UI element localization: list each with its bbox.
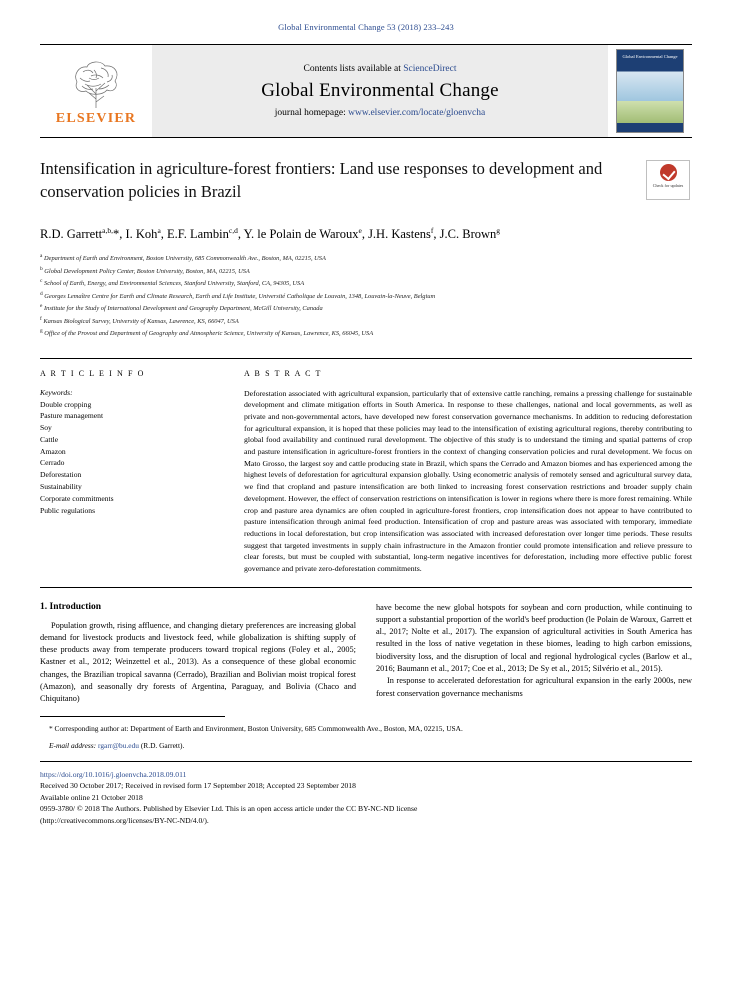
affiliation-item: $^a$ Department of Earth and Environment, Boston University, 685 Commonwealth Ave., Boston, MA, 02215, USA [40, 253, 326, 263]
section-heading-introduction: 1. Introduction [40, 601, 102, 612]
info-abstract-section [40, 359, 692, 587]
masthead-right [608, 45, 692, 137]
email-suffix: (R.D. Garrett). [140, 740, 185, 750]
license-url: (http://creativecommons.org/licenses/BY-NC-ND/4.0/). [40, 815, 209, 825]
title-block [40, 158, 692, 212]
crossmark-label: Check for updates [652, 183, 684, 188]
contents-line [303, 64, 456, 74]
paragraph: In response to accelerated deforestation for agricultural expansion in the early 2000s, new forest conservation governance mechanisms [376, 676, 692, 698]
affiliation-item: $^d$ Georges Lemaître Centre for Earth and Climate Research, Earth and Life Institute, Université Catholique de Louvain, 1348, Louvain-la-Neuve, Belgium [40, 290, 436, 300]
publication-info [40, 761, 692, 827]
article-info-column [40, 369, 222, 575]
keyword-item: Corporate commitments [40, 493, 114, 503]
contents-prefix: Contents lists available at [303, 64, 401, 74]
keyword-item: Deforestation [40, 470, 82, 480]
journal-cover-image [616, 49, 684, 133]
sciencedirect-link[interactable]: ScienceDirect [403, 64, 457, 74]
publisher-logo [40, 45, 152, 137]
keyword-item: Sustainability [40, 482, 82, 492]
journal-homepage-link[interactable]: www.elsevier.com/locate/gloenvcha [348, 108, 486, 118]
received-dates: Received 30 October 2017; Received in revised form 17 September 2018; Accepted 23 September 2018 [40, 781, 356, 791]
abstract-heading: A B S T R A C T [244, 368, 323, 378]
elsevier-tree-icon [63, 58, 129, 110]
affiliation-item: $^b$ Global Development Policy Center, Boston University, Boston, MA, 02215, USA [40, 265, 250, 275]
available-online: Available online 21 October 2018 [40, 792, 143, 802]
doi-link[interactable]: https://doi.org/10.1016/j.gloenvcha.2018.09.011 [40, 769, 187, 779]
corresponding-author-note: * Corresponding author at: Department of Earth and Environment, Boston University, 685 Commonwealth Ave., Boston, MA, 02215, USA. [49, 723, 463, 733]
paragraph: have become the new global hotspots for soybean and corn production, while continuing to support a substantial proportion of the world's beef production (le Polain de Waroux, Garrett et al., 2017; Nolte et al., 2017). The expansion of agricultural activities in South America has resulted in the loss of native vegetation in these biomes, leading to high carbon emissions, biodiversity loss, and the disruption of local and regional hydrological cycles (Barlow et al., 2016; Baumann et al., 2017; Coe et al., 2013; De Sy et al., 2015; Silvério et al., 2015). [376, 602, 692, 673]
cover-band [617, 123, 683, 132]
keywords-list [40, 399, 222, 517]
page-title: Intensification in agriculture-forest frontiers: Land use responses to development and conservation policies in Brazil [40, 159, 603, 201]
keyword-item: Cerrado [40, 458, 65, 468]
email-label: E-mail address: [49, 740, 97, 750]
keyword-item: Double cropping [40, 399, 92, 409]
journal-title: Global Environmental Change [261, 80, 499, 101]
email-link[interactable]: rgarr@bu.edu [98, 740, 139, 750]
crossmark-badge[interactable] [646, 160, 690, 200]
homepage-prefix: journal homepage: [274, 108, 346, 118]
affiliation-list [40, 252, 692, 340]
homepage-line [275, 108, 485, 118]
abstract-column [244, 369, 692, 575]
body-column-right [376, 602, 692, 706]
author-list: R.D. Garrett$^{a,b,}$*, I. Koh$^a$, E.F. Lambin$^{c,d}$, Y. le Polain de Waroux$^e$, J.H. Kastens$^f$, J.C. Brown$^g$ [40, 226, 501, 242]
keyword-item: Cattle [40, 434, 59, 444]
affiliation-item: $^g$ Office of the Provost and Department of Geography and Atmospheric Science, University of Kansas, Lawrence, KS, 66045, USA [40, 328, 374, 338]
keyword-item: Pasture management [40, 411, 104, 421]
affiliation-item: $^f$ Kansas Biological Survey, University of Kansas, Lawrence, KS, 66047, USA [40, 315, 239, 325]
footnote-divider [40, 716, 225, 717]
check-icon [660, 164, 677, 181]
article-info-heading: A R T I C L E I N F O [40, 368, 146, 378]
elsevier-wordmark: ELSEVIER [55, 110, 137, 126]
paragraph: Population growth, rising affluence, and changing dietary preferences are increasing global demand for livestock products and livestock feed, while globalization is shifting supply of these products away from temperate producers toward tropical regions (Foley et al., 2005; Kastner et al., 2012; Weinzettel et al., 2013). As a consequence of these global economic changes, the Brazilian tropical savanna (Cerrado), Brazilian and Bolivian moist tropical forest (Amazon), and seasonally dry forests of Argentina, Paraguay, and Bolivia (Chaco and Chiquitano) [40, 620, 356, 704]
running-head: Global Environmental Change 53 (2018) 233–243 [278, 22, 454, 32]
keywords-label: Keywords: [40, 387, 73, 397]
masthead-center [152, 45, 608, 137]
journal-masthead [40, 44, 692, 138]
body-column-left [40, 602, 356, 706]
affiliation-item: $^c$ School of Earth, Energy, and Environmental Sciences, Stanford University, Stanford, CA, 94305, USA [40, 278, 305, 288]
cover-title: Global Environmental Change [622, 54, 678, 59]
email-note [40, 740, 692, 751]
keyword-item: Public regulations [40, 505, 96, 515]
keyword-item: Amazon [40, 446, 66, 456]
keyword-item: Soy [40, 423, 52, 433]
affiliation-item: $^e$ Institute for the Study of International Development and Geography Department, McGill University, Canada [40, 303, 323, 313]
abstract-text: Deforestation associated with agricultural expansion, particularly that of extensive cattle ranching, remains a pressing challenge for sustainable development and climate mitigation efforts in South America. In response to these challenges, national and local governments, as well as private and non-governmental actors, have developed new forest conservation governance mechanisms. In addition to reducing deforestation for agricultural expansion, it is hoped that these policies may lead to the intensification of existing agricultural regions, thereby contributing to global food availability and continued rural development. The objective of this study is to understand the timing and spatial patterns of crop and pasture intensification in agriculture-forest frontiers in the context of changing conservation policies and rural development. We focus on Mato Grosso, the largest soy and cattle producing state in Brazil, which spans the Cerrado and Amazon biomes and has experienced among the highest levels of deforestation for agricultural expansion globally. Using econometric analysis of remotely sensed and agricultural survey data, we find that cropland and pasture intensification are both linked to increasing forest conservation restrictions and broader supply chain development. However, the effect of conservation restrictions on intensification is lower in regions where there is more forest remaining. While crop and pasture area dynamics are often coupled in agriculture-forest frontiers, crop intensification does not appear to have contributed to pasture intensification through animal feed production. Intensification of crop and pasture areas was associated with temporary, immediate reductions in local deforestation, but crop intensification was associated with increased deforestation over longer time periods. These results suggest that targeted investments in supply chain infrastructure in the Amazon frontier could promote intensification and relieve pressure to clear forests, but must be coupled with substantial, long-term negative incentives for deforestation, including more effective public forest governance and private zero-deforestation commitments. [244, 388, 693, 573]
body-columns [40, 588, 692, 706]
copyright-line: 0959-3780/ © 2018 The Authors. Published by Elsevier Ltd. This is an open access article under the CC BY-NC-ND license [40, 804, 418, 814]
